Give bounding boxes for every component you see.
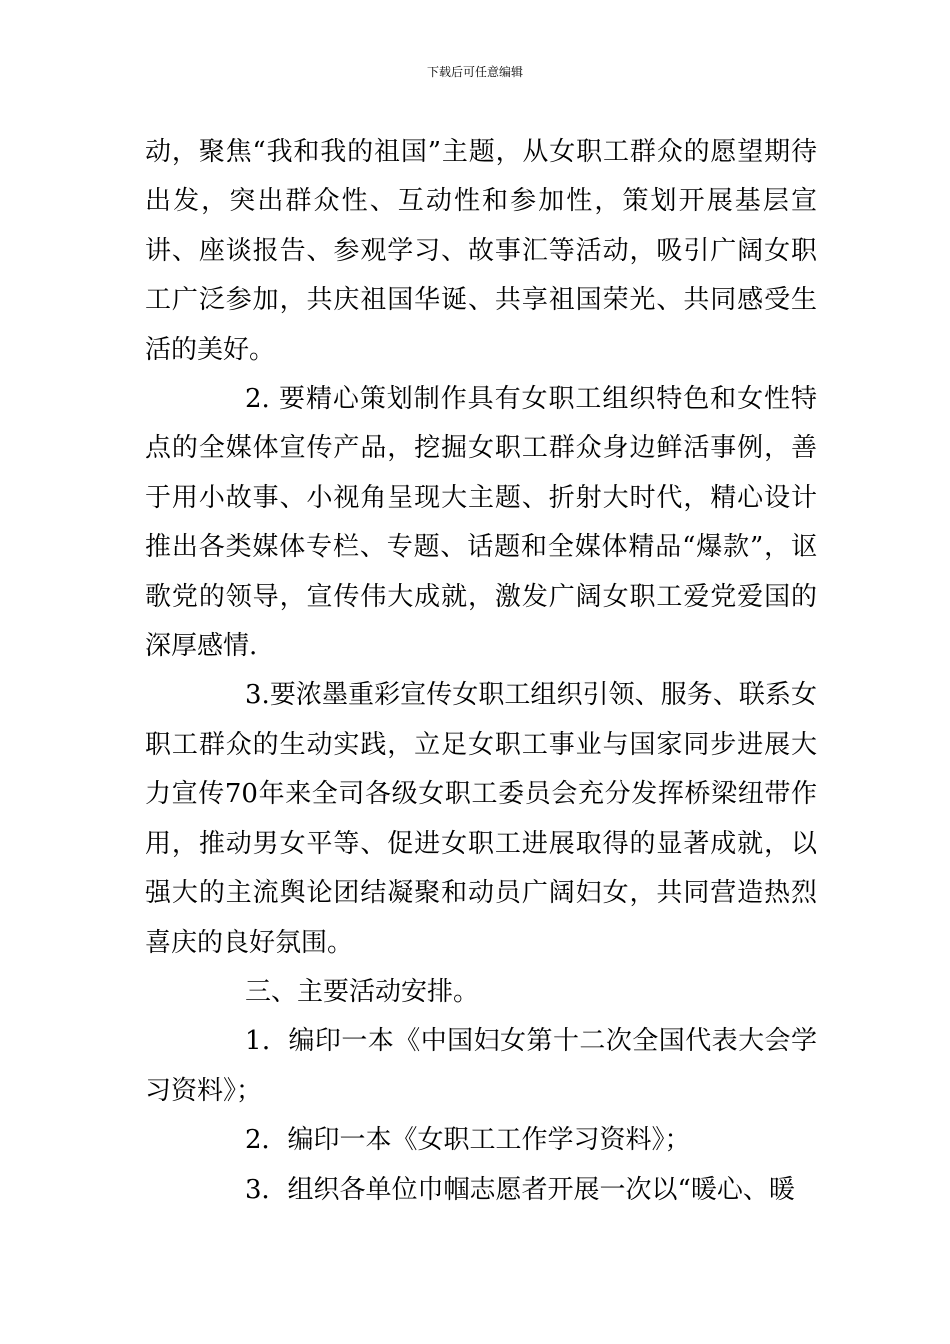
list-item-2: 2．编印一本《女职工工作学习资料》；: [245, 1125, 691, 1156]
list-item-3: 3．组织各单位巾帼志愿者开展一次以“暖心、暖: [245, 1174, 795, 1205]
paragraph-3: 3.要浓墨重彩宣传女职工组织引领、服务、联系女职工群众的生动实践，立足女职工事业与国家同步进展大力宣传70年来全司各级女职工委员会充分发挥桥梁纽带作用，推动男女平等、促进女职工进展取得的显著成就，以强大的主流舆论团结凝聚和动员广阔妇女，共同营造热烈喜庆的良好氛围。: [145, 680, 817, 958]
document-body: [145, 128, 817, 1215]
list-item-1: 1．编印一本《中国妇女第十二次全国代表大会学习资料》；: [145, 1026, 817, 1106]
paragraph-2: 2. 要精心策划制作具有女职工组织特色和女性特点的全媒体宣传产品，挖掘女职工群众身边鲜活事例，善于用小故事、小视角呈现大主题、折射大时代，精心设计推出各类媒体专栏、专题、话题和全媒体精品“爆款”，讴歌党的领导，宣传伟大成就，激发广阔女职工爱党爱国的深厚感情.: [145, 384, 817, 662]
page-header-note: 下载后可任意编辑: [426, 65, 523, 79]
section-heading: 三、主要活动安排。: [245, 976, 480, 1007]
paragraph-1: 动，聚焦“我和我的祖国”主题，从女职工群众的愿望期待出发，突出群众性、互动性和参加性，策划开展基层宣讲、座谈报告、参观学习、故事汇等活动，吸引广阔女职工广泛参加，共庆祖国华诞、共享祖国荣光、共同感受生活的美好。: [145, 137, 817, 365]
